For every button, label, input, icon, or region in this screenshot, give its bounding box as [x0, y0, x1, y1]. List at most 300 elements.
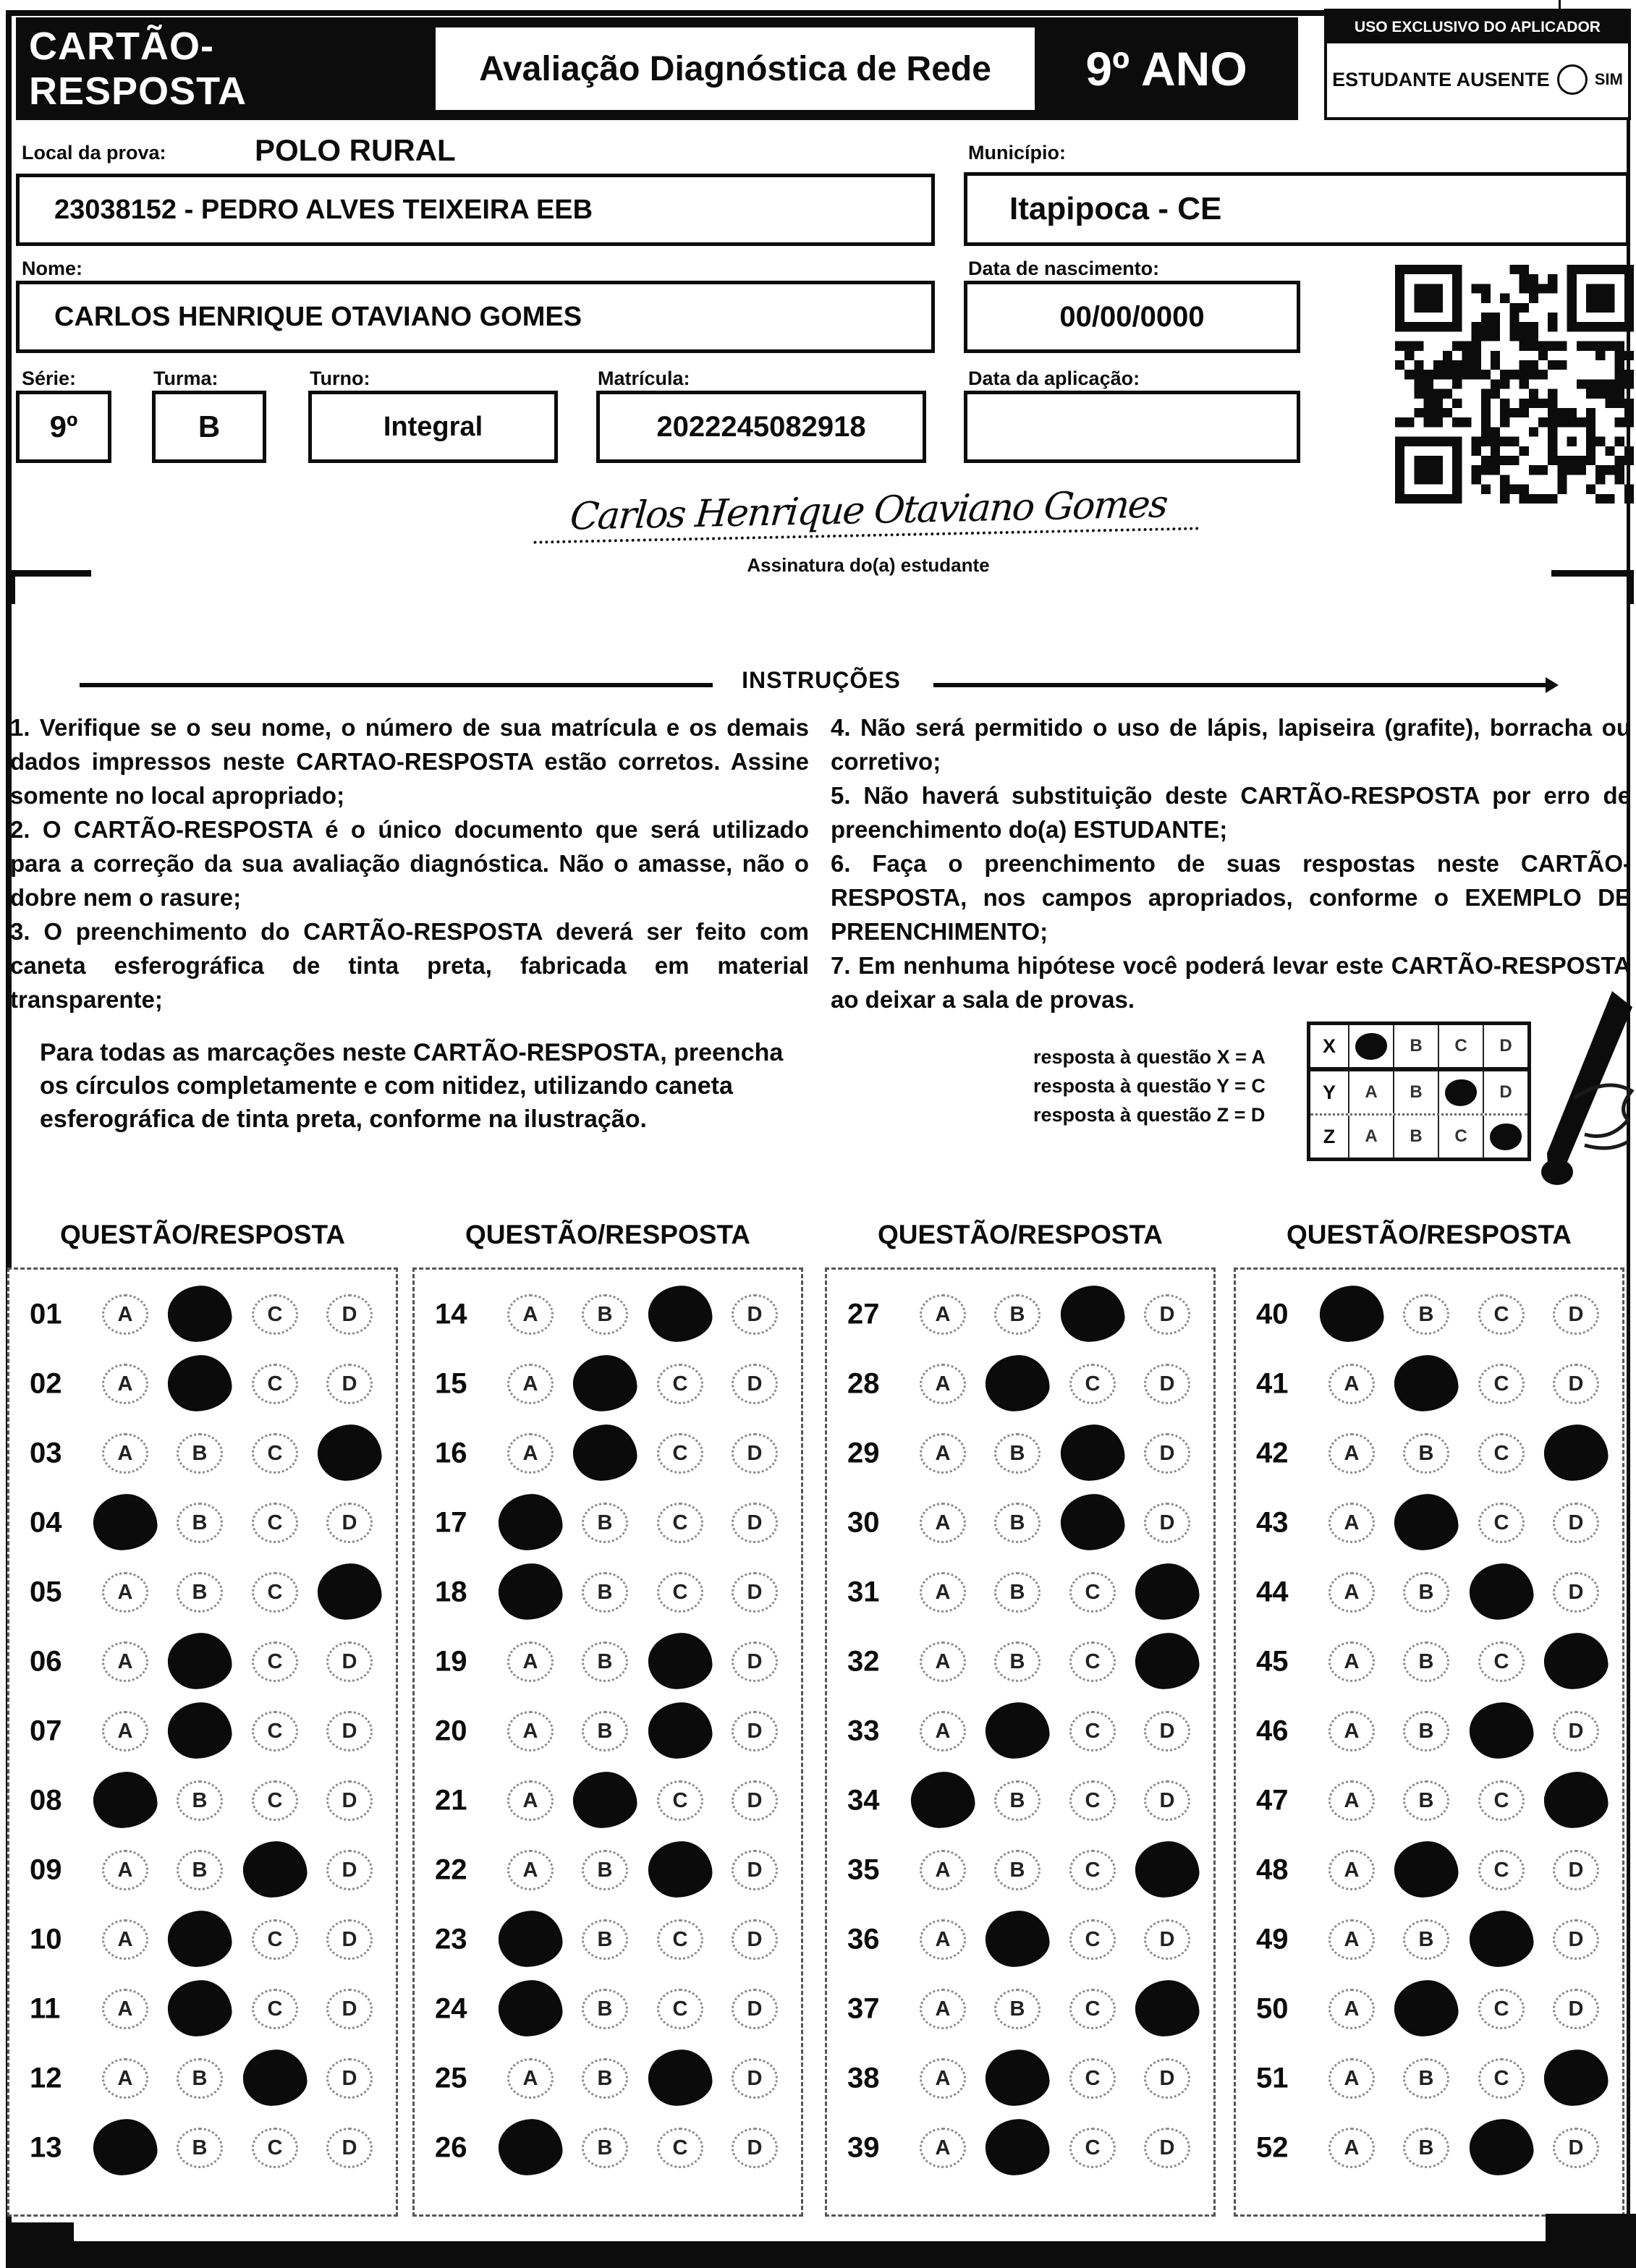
question-number: 07 [30, 1715, 62, 1747]
answer-bubble[interactable]: D [326, 1641, 373, 1682]
answer-bubble[interactable] [496, 1908, 564, 1968]
answer-bubble[interactable]: D [326, 2128, 373, 2168]
answer-bubble[interactable]: C [252, 1711, 298, 1751]
answer-bubble[interactable] [1542, 1770, 1609, 1830]
answer-bubble[interactable]: C [657, 1989, 703, 2029]
answer-bubble[interactable]: B [994, 1294, 1040, 1335]
answer-bubble[interactable]: B [1403, 1572, 1449, 1613]
answer-bubble[interactable] [166, 1283, 233, 1343]
answer-bubble[interactable]: D [1553, 2128, 1599, 2168]
answer-bubble[interactable]: D [732, 2128, 778, 2168]
answer-bubble[interactable]: B [582, 1711, 628, 1751]
answer-bubble[interactable]: B [177, 1433, 223, 1474]
answer-bubble[interactable]: A [920, 1919, 966, 1960]
question-number: 41 [1256, 1367, 1289, 1400]
answer-bubble[interactable] [571, 1770, 638, 1830]
answer-bubble[interactable]: A [507, 1850, 554, 1890]
answer-bubble[interactable] [91, 1770, 158, 1830]
answer-bubble[interactable] [315, 1422, 383, 1482]
answer-bubble[interactable]: D [326, 1364, 373, 1404]
answer-row [415, 1558, 801, 1627]
question-number: 32 [847, 1645, 880, 1678]
exam-title: Avaliação Diagnóstica de Rede [479, 49, 991, 88]
answer-bubble[interactable]: A [1328, 1919, 1375, 1960]
municipio-value: Itapipoca - CE [1009, 191, 1222, 226]
answer-bubble[interactable]: B [177, 1572, 223, 1613]
answer-bubble[interactable]: D [1553, 1572, 1599, 1613]
answer-bubble[interactable]: D [326, 1989, 373, 2029]
answer-bubble[interactable]: A [920, 1850, 966, 1890]
question-number: 23 [435, 1923, 467, 1955]
answer-bubble[interactable]: A [1328, 2128, 1375, 2168]
answer-row [827, 1766, 1213, 1835]
answer-bubble[interactable] [1542, 1422, 1609, 1482]
answer-bubble[interactable]: B [1403, 1433, 1449, 1474]
answer-bubble[interactable]: A [920, 1989, 966, 2029]
question-number: 25 [435, 2062, 467, 2094]
answer-bubble[interactable]: B [582, 1850, 628, 1890]
question-number: 10 [30, 1923, 62, 1955]
answer-bubble[interactable]: C [252, 1780, 298, 1821]
answer-bubble[interactable]: D [1144, 2128, 1190, 2168]
nascimento-label: Data de nascimento: [968, 258, 1160, 279]
answer-bubble[interactable]: B [1403, 1641, 1449, 1682]
answer-bubble[interactable]: A [507, 1364, 554, 1404]
answer-bubble[interactable] [496, 1978, 564, 2038]
answer-row [9, 1696, 396, 1766]
answer-bubble[interactable]: A [1328, 1989, 1375, 2029]
answer-row [1236, 2113, 1622, 2183]
answer-row [415, 1905, 801, 1974]
answer-bubble[interactable]: D [1144, 1503, 1190, 1543]
answer-bubble[interactable] [646, 1839, 713, 1899]
answer-bubble[interactable] [315, 1561, 383, 1621]
answer-bubble[interactable]: C [1478, 1989, 1525, 2029]
answer-bubble[interactable] [1133, 1839, 1200, 1899]
question-number: 06 [30, 1645, 62, 1678]
answer-bubble[interactable] [1542, 1631, 1609, 1691]
answer-bubble[interactable] [1467, 1700, 1535, 1760]
question-number: 40 [1256, 1298, 1289, 1330]
answer-bubble[interactable]: B [582, 1989, 628, 2029]
answer-row [827, 2113, 1213, 2183]
answer-bubble[interactable]: C [1478, 1364, 1525, 1404]
answer-bubble[interactable] [496, 1561, 564, 1621]
answer-bubble[interactable]: A [102, 1919, 148, 1960]
turma-label: Turma: [153, 368, 219, 389]
answer-bubble[interactable] [241, 1839, 308, 1899]
example-cell [1438, 1071, 1483, 1113]
turma-field [152, 391, 266, 463]
answer-bubble[interactable]: C [1069, 1364, 1116, 1404]
example-legend-x: resposta à questão X = A [1033, 1046, 1266, 1068]
answer-bubble[interactable]: B [177, 1850, 223, 1890]
answer-row [9, 1280, 396, 1349]
answer-bubble[interactable] [166, 1631, 233, 1691]
answer-bubble[interactable] [91, 1492, 158, 1552]
answer-row [9, 1488, 396, 1558]
answer-bubble[interactable] [571, 1422, 638, 1482]
answer-bubble[interactable]: C [252, 1364, 298, 1404]
answer-bubble[interactable]: C [1478, 1780, 1525, 1821]
question-number: 31 [847, 1576, 880, 1608]
answer-bubble[interactable] [646, 1283, 713, 1343]
answer-bubble[interactable]: D [1144, 1364, 1190, 1404]
instructions-rule-left [80, 683, 713, 687]
answer-bubble[interactable] [496, 2117, 564, 2177]
grade-badge: 9º ANO [1085, 42, 1247, 95]
answer-bubble[interactable]: A [102, 1572, 148, 1613]
answer-bubble[interactable]: B [994, 1572, 1040, 1613]
answer-bubble[interactable]: B [582, 1294, 628, 1335]
answer-bubble[interactable]: D [326, 2058, 373, 2099]
instruction-item: 5. Não haverá substituição deste CARTÃO-RESPOSTA por erro de preenchimento do(a) ESTUDANTE; [831, 782, 1631, 843]
answer-bubble[interactable]: A [1328, 1364, 1375, 1404]
answer-bubble[interactable]: A [920, 1433, 966, 1474]
answer-bubble[interactable]: C [1069, 1989, 1116, 2029]
answer-bubble[interactable]: D [1553, 1294, 1599, 1335]
answer-bubble[interactable]: C [1478, 1503, 1525, 1543]
answer-bubble[interactable]: C [252, 1294, 298, 1335]
answer-bubble[interactable]: A [1328, 1572, 1375, 1613]
answer-panel [7, 1267, 398, 2217]
signature: Carlos Henrique Otaviano Gomes [533, 482, 1203, 543]
answer-bubble[interactable]: A [1328, 1433, 1375, 1474]
answer-bubble[interactable]: D [326, 1919, 373, 1960]
answer-bubble[interactable]: D [732, 2058, 778, 2099]
answer-bubble[interactable]: D [326, 1294, 373, 1335]
answer-bubble[interactable]: A [102, 2058, 148, 2099]
answer-bubble[interactable]: C [1478, 1641, 1525, 1682]
answer-bubble[interactable]: D [1553, 1850, 1599, 1890]
example-cell: B [1393, 1071, 1438, 1113]
answer-bubble[interactable]: A [920, 1294, 966, 1335]
answer-row [1236, 1280, 1622, 1349]
answer-bubble[interactable]: A [1328, 2058, 1375, 2099]
absent-yes-label: SIM [1594, 70, 1623, 88]
answer-bubble[interactable]: A [507, 1711, 554, 1751]
question-number: 30 [847, 1506, 880, 1539]
instructions-right-column [831, 710, 1631, 1016]
answer-bubble[interactable]: A [102, 1641, 148, 1682]
answer-bubble[interactable]: A [102, 1989, 148, 2029]
pen-hand-illustration [1505, 990, 1636, 1185]
example-filled-mark [1445, 1079, 1477, 1106]
answer-bubble[interactable]: B [994, 1780, 1040, 1821]
example-cell: C [1438, 1025, 1483, 1067]
answer-bubble[interactable]: C [1069, 1572, 1116, 1613]
answer-row [1236, 1766, 1622, 1835]
answer-bubble[interactable] [166, 1978, 233, 2038]
question-number: 27 [847, 1298, 880, 1330]
answer-bubble[interactable]: A [1328, 1641, 1375, 1682]
answer-bubble[interactable]: B [177, 2058, 223, 2099]
answer-bubble[interactable]: D [732, 1364, 778, 1404]
answer-bubble[interactable]: B [994, 1641, 1040, 1682]
answer-bubble[interactable] [1059, 1283, 1126, 1343]
answer-bubble[interactable]: A [920, 1711, 966, 1751]
answer-bubble[interactable]: A [920, 1364, 966, 1404]
answer-bubble[interactable]: B [177, 1780, 223, 1821]
answer-bubble[interactable] [1059, 1492, 1126, 1552]
bottom-scan-block-right [1546, 2214, 1636, 2268]
answer-bubble[interactable]: D [1553, 1364, 1599, 1404]
answer-bubble[interactable]: A [1328, 1711, 1375, 1751]
answer-row [827, 1835, 1213, 1905]
answer-bubble[interactable]: A [1328, 1503, 1375, 1543]
answer-bubble[interactable] [496, 1492, 564, 1552]
answer-row [415, 1627, 801, 1696]
answer-bubble[interactable] [1392, 1353, 1459, 1413]
answer-bubble[interactable]: B [582, 1503, 628, 1543]
answer-bubble[interactable]: D [732, 1850, 778, 1890]
answer-bubble[interactable] [1542, 2047, 1609, 2107]
question-number: 46 [1256, 1715, 1289, 1747]
answer-bubble[interactable]: A [920, 2058, 966, 2099]
answer-bubble[interactable]: D [732, 1780, 778, 1821]
answer-bubble[interactable]: D [326, 1711, 373, 1751]
answer-bubble[interactable]: A [102, 1711, 148, 1751]
answer-bubble[interactable] [983, 1908, 1051, 1968]
example-cell: D [1483, 1025, 1527, 1067]
answer-bubble[interactable]: D [1144, 2058, 1190, 2099]
answer-bubble[interactable]: A [102, 1364, 148, 1404]
answer-bubble[interactable]: A [507, 1641, 554, 1682]
answer-bubble[interactable] [166, 1908, 233, 1968]
answer-row [1236, 1419, 1622, 1488]
answer-bubble[interactable]: C [1478, 1433, 1525, 1474]
answer-bubble[interactable] [1059, 1422, 1126, 1482]
serie-field [16, 391, 111, 463]
example-paragraph: Para todas as marcações neste CARTÃO-RESPOSTA, preencha os círculos completamente e com nitidez, utilizando caneta esferográfica de tinta preta, conforme na ilustração. [40, 1039, 784, 1133]
answer-bubble[interactable]: A [507, 1433, 554, 1474]
answer-bubble[interactable] [1467, 2117, 1535, 2177]
bottom-scan-bar [10, 2241, 1636, 2268]
answer-bubble[interactable]: A [920, 1572, 966, 1613]
answer-bubble[interactable]: A [507, 1780, 554, 1821]
example-cell: C [1438, 1116, 1483, 1158]
answer-row [9, 1905, 396, 1974]
answer-bubble[interactable]: C [252, 1572, 298, 1613]
question-number: 37 [847, 1992, 880, 2025]
answer-bubble[interactable]: D [1144, 1711, 1190, 1751]
answer-row [9, 1766, 396, 1835]
question-number: 35 [847, 1853, 880, 1886]
answer-bubble[interactable] [646, 2047, 713, 2107]
question-number: 45 [1256, 1645, 1289, 1678]
answer-bubble[interactable]: C [657, 1433, 703, 1474]
answer-bubble[interactable]: B [177, 2128, 223, 2168]
nome-label: Nome: [22, 258, 83, 279]
nome-field [16, 281, 935, 353]
answer-bubble[interactable] [1392, 1492, 1459, 1552]
answer-bubble[interactable]: C [657, 2128, 703, 2168]
question-number: 24 [435, 1992, 467, 2025]
answer-row [415, 1974, 801, 2044]
answer-bubble[interactable]: C [1069, 2058, 1116, 2099]
answer-bubble[interactable]: B [582, 1572, 628, 1613]
answer-bubble[interactable]: B [994, 1433, 1040, 1474]
nome-value: CARLOS HENRIQUE OTAVIANO GOMES [54, 301, 582, 332]
answer-row [827, 1349, 1213, 1419]
serie-value: 9º [49, 409, 78, 443]
instructions-rule-arrow [1546, 677, 1559, 693]
turma-value: B [198, 409, 221, 443]
answer-bubble[interactable]: B [1403, 2058, 1449, 2099]
answer-bubble[interactable] [646, 1631, 713, 1691]
answer-bubble[interactable]: C [1069, 1919, 1116, 1960]
answer-bubble[interactable]: C [1478, 2058, 1525, 2099]
question-number: 04 [30, 1506, 62, 1539]
answer-bubble[interactable] [1318, 1283, 1385, 1343]
answer-bubble[interactable]: C [252, 1989, 298, 2029]
answer-bubble[interactable]: C [1069, 2128, 1116, 2168]
answer-bubble[interactable] [983, 2047, 1051, 2107]
answer-bubble[interactable]: B [994, 1850, 1040, 1890]
answer-bubble[interactable]: D [732, 1294, 778, 1335]
answer-bubble[interactable] [909, 1770, 976, 1830]
answer-row [9, 1627, 396, 1696]
answer-bubble[interactable]: C [252, 1919, 298, 1960]
example-cell: B [1393, 1116, 1438, 1158]
answer-bubble[interactable]: C [657, 1780, 703, 1821]
answer-bubble[interactable]: B [582, 1641, 628, 1682]
question-number: 51 [1256, 2062, 1289, 2094]
absent-radio[interactable] [1557, 64, 1588, 95]
answer-bubble[interactable]: A [507, 2058, 554, 2099]
answer-bubble[interactable]: B [1403, 1919, 1449, 1960]
answer-bubble[interactable] [166, 1353, 233, 1413]
answer-bubble[interactable]: C [1478, 1850, 1525, 1890]
answer-bubble[interactable]: D [732, 1503, 778, 1543]
answer-bubble[interactable]: D [1144, 1433, 1190, 1474]
matricula-label: Matrícula: [598, 368, 690, 389]
answer-bubble[interactable]: C [1478, 1294, 1525, 1335]
answer-bubble[interactable] [983, 1353, 1051, 1413]
answer-bubble[interactable]: C [657, 1364, 703, 1404]
answer-bubble[interactable] [241, 2047, 308, 2107]
answer-bubble[interactable] [646, 1700, 713, 1760]
answer-bubble[interactable]: B [1403, 1711, 1449, 1751]
answer-bubble[interactable] [983, 2117, 1051, 2177]
answer-bubble[interactable]: C [1069, 1850, 1116, 1890]
answer-bubble[interactable]: C [252, 1503, 298, 1543]
answer-bubble[interactable]: D [732, 1572, 778, 1613]
answer-bubble[interactable]: D [732, 1433, 778, 1474]
answer-bubble[interactable] [1392, 1839, 1459, 1899]
answer-bubble[interactable]: D [1144, 1780, 1190, 1821]
example-row-label: Z [1323, 1125, 1336, 1147]
answer-bubble[interactable]: D [1553, 1989, 1599, 2029]
answer-bubble[interactable] [91, 2117, 158, 2177]
answer-bubble[interactable]: A [920, 2128, 966, 2168]
answer-bubble[interactable]: D [732, 1711, 778, 1751]
answer-bubble[interactable]: D [1553, 1919, 1599, 1960]
answer-bubble[interactable] [1133, 1631, 1200, 1691]
answer-row [827, 1558, 1213, 1627]
answer-bubble[interactable]: B [582, 2058, 628, 2099]
answer-bubble[interactable]: C [252, 1433, 298, 1474]
answer-bubble[interactable]: A [102, 1433, 148, 1474]
answer-bubble[interactable] [1133, 1978, 1200, 2038]
answer-bubble[interactable]: B [1403, 1294, 1449, 1335]
answer-bubble[interactable]: B [582, 1919, 628, 1960]
turno-field [308, 391, 558, 463]
answer-bubble[interactable]: D [326, 1503, 373, 1543]
answer-bubble[interactable]: A [102, 1294, 148, 1335]
answer-bubble[interactable]: C [252, 1641, 298, 1682]
serie-label: Série: [22, 368, 77, 389]
answer-bubble[interactable]: C [1069, 1780, 1116, 1821]
answer-bubble[interactable]: A [920, 1641, 966, 1682]
answer-bubble[interactable]: A [920, 1503, 966, 1543]
answer-row [415, 1766, 801, 1835]
answer-bubble[interactable] [1467, 1908, 1535, 1968]
answer-bubble[interactable]: D [1144, 1919, 1190, 1960]
instruction-item: 4. Não será permitido o uso de lápis, lapiseira (grafite), borracha ou corretivo; [831, 714, 1631, 775]
answer-row [827, 1696, 1213, 1766]
answer-bubble[interactable]: A [1328, 1850, 1375, 1890]
example-row-label: Y [1322, 1081, 1336, 1103]
answer-bubble[interactable]: B [582, 2128, 628, 2168]
answer-bubble[interactable]: D [732, 1641, 778, 1682]
answer-bubble[interactable]: D [326, 1780, 373, 1821]
turno-label: Turno: [310, 368, 370, 389]
answer-bubble[interactable]: B [177, 1503, 223, 1543]
answers-header-3: QUESTÃO/RESPOSTA [877, 1220, 1164, 1249]
answer-bubble[interactable]: D [1144, 1294, 1190, 1335]
answer-bubble[interactable] [166, 1700, 233, 1760]
answer-bubble[interactable]: D [326, 1850, 373, 1890]
answer-bubble[interactable]: A [102, 1850, 148, 1890]
answer-bubble[interactable]: D [1553, 1503, 1599, 1543]
answer-bubble[interactable]: A [507, 1294, 554, 1335]
question-number: 26 [435, 2131, 467, 2164]
answer-bubble[interactable]: C [657, 1503, 703, 1543]
answer-bubble[interactable]: D [732, 1919, 778, 1960]
answer-bubble[interactable]: D [732, 1989, 778, 2029]
answer-bubble[interactable] [571, 1353, 638, 1413]
answer-bubble[interactable] [1133, 1561, 1200, 1621]
question-number: 50 [1256, 1992, 1289, 2025]
answer-bubble[interactable]: C [1069, 1711, 1116, 1751]
answer-bubble[interactable]: B [994, 1503, 1040, 1543]
answer-row [827, 1974, 1213, 2044]
question-number: 39 [847, 2131, 880, 2164]
answer-bubble[interactable] [983, 1700, 1051, 1760]
answer-bubble[interactable]: A [1328, 1780, 1375, 1821]
answer-row [9, 2044, 396, 2113]
answer-bubble[interactable]: C [657, 1919, 703, 1960]
answer-row [9, 2113, 396, 2183]
example-legend-y: resposta à questão Y = C [1033, 1075, 1266, 1097]
answer-bubble[interactable]: C [252, 2128, 298, 2168]
answer-bubble[interactable]: C [1069, 1641, 1116, 1682]
matricula-field [596, 391, 926, 463]
instruction-item: 6. Faça o preenchimento de suas respostas neste CARTÃO-RESPOSTA, nos campos apropriados, conforme o EXEMPLO DE PREENCHIMENTO; [831, 850, 1631, 945]
question-number: 28 [847, 1367, 880, 1400]
instruction-item: 3. O preenchimento do CARTÃO-RESPOSTA deverá ser feito com caneta esferográfica de tinta preta, fabricada em material transparente; [10, 918, 809, 1013]
answer-bubble[interactable]: B [994, 1989, 1040, 2029]
answer-bubble[interactable] [1392, 1978, 1459, 2038]
answer-bubble[interactable]: C [657, 1572, 703, 1613]
answer-bubble[interactable]: D [1553, 1711, 1599, 1751]
question-number: 33 [847, 1715, 880, 1747]
answer-bubble[interactable] [1467, 1561, 1535, 1621]
answer-bubble[interactable]: B [1403, 2128, 1449, 2168]
question-number: 29 [847, 1437, 880, 1469]
answer-bubble[interactable]: B [1403, 1780, 1449, 1821]
